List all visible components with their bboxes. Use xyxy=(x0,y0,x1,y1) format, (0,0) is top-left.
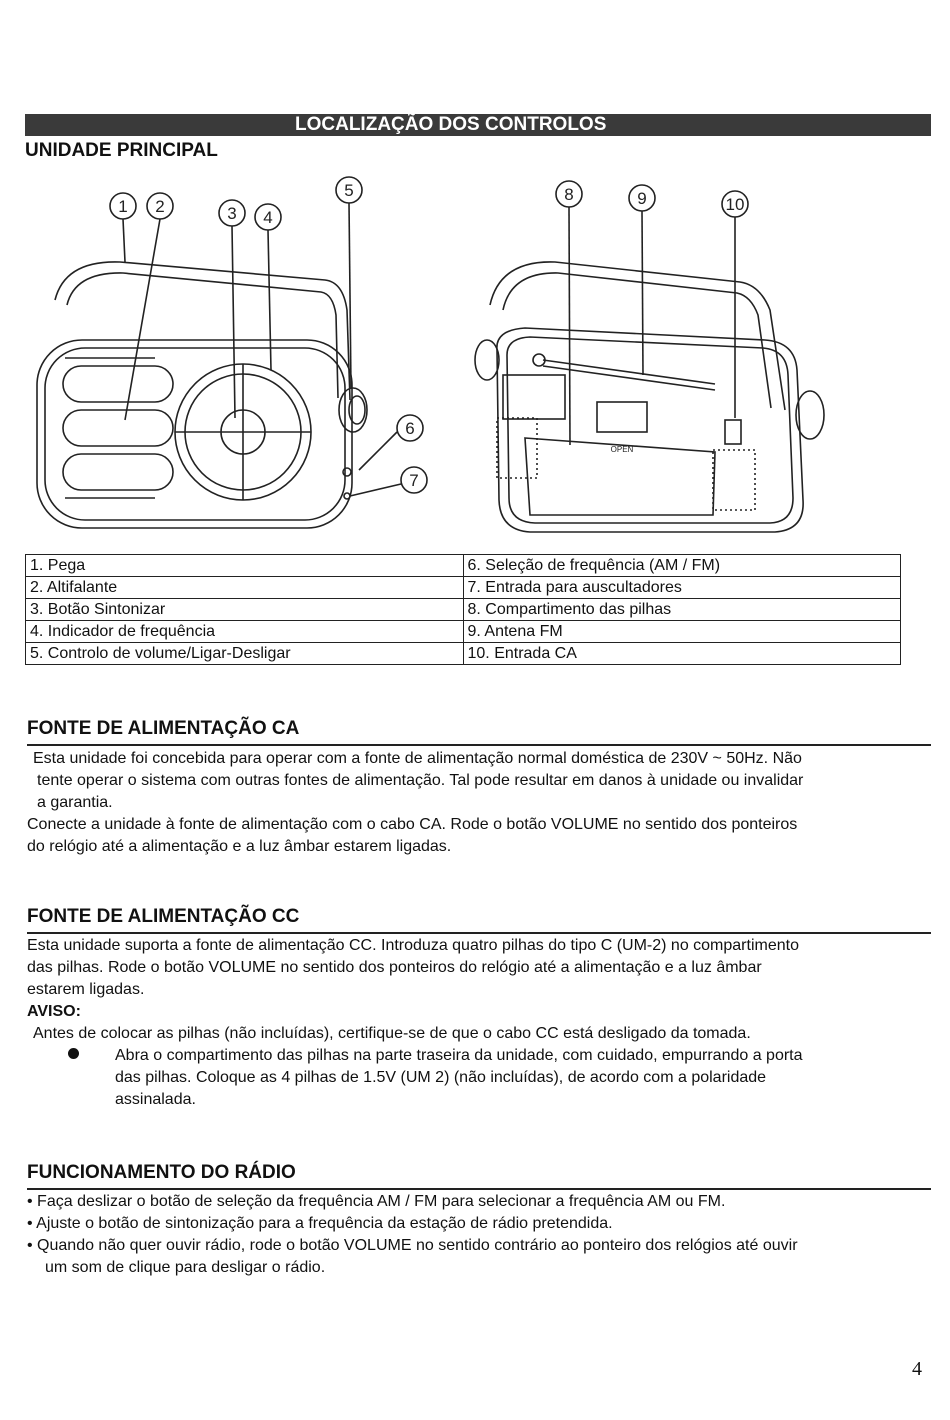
ac-paragraph-line: Esta unidade foi concebida para operar com a fonte de alimentação normal doméstica de 230V ~ 50Hz. Não xyxy=(33,750,802,767)
table-cell: 1. Pega xyxy=(26,555,464,577)
dc-paragraph-line: das pilhas. Rode o botão VOLUME no sentido dos ponteiros do relógio até a alimentação e a luz âmbar xyxy=(27,959,762,976)
parts-table xyxy=(25,554,901,665)
table-cell: 3. Botão Sintonizar xyxy=(26,599,464,621)
table-row xyxy=(26,577,901,599)
ac-paragraph-line: tente operar o sistema com outras fontes de alimentação. Tal pode resultar em danos à unidade ou invalidar xyxy=(37,772,804,789)
bullet-dot-icon xyxy=(68,1048,79,1059)
back-callouts xyxy=(556,181,748,445)
callout-6: 6 xyxy=(405,419,415,438)
table-cell: 10. Entrada CA xyxy=(463,643,901,665)
radio-bullet-continued: um som de clique para desligar o rádio. xyxy=(45,1259,326,1276)
radio-diagram xyxy=(25,170,931,545)
callout-7: 7 xyxy=(409,471,419,490)
dc-paragraph-line: Esta unidade suporta a fonte de alimentação CC. Introduza quatro pilhas do tipo C (UM-2) no compartimento xyxy=(27,937,799,954)
callout-1: 1 xyxy=(118,197,128,216)
table-row xyxy=(26,555,901,577)
ac-paragraph-line: Conecte a unidade à fonte de alimentação com o cabo CA. Rode o botão VOLUME no sentido dos ponteiros xyxy=(27,816,798,833)
callout-10: 10 xyxy=(725,195,745,214)
dc-power-heading: FONTE DE ALIMENTAÇÃO CC xyxy=(27,906,300,927)
table-cell: 9. Antena FM xyxy=(463,621,901,643)
radio-text xyxy=(27,1191,931,1279)
table-cell: 6. Seleção de frequência (AM / FM) xyxy=(463,555,901,577)
front-view xyxy=(37,177,427,528)
table-row xyxy=(26,643,901,665)
callout-5: 5 xyxy=(344,181,354,200)
bullet-line: Abra o compartimento das pilhas na parte traseira da unidade, com cuidado, empurrando a porta xyxy=(115,1047,803,1064)
radio-operation-heading: FUNCIONAMENTO DO RÁDIO xyxy=(27,1162,296,1183)
table-cell: 7. Entrada para auscultadores xyxy=(463,577,901,599)
dc-paragraph-line: estarem ligadas. xyxy=(27,981,145,998)
callout-2: 2 xyxy=(155,197,165,216)
ac-divider xyxy=(27,744,931,746)
table-cell: 4. Indicador de frequência xyxy=(26,621,464,643)
dc-divider xyxy=(27,932,931,934)
ac-power-heading: FONTE DE ALIMENTAÇÃO CA xyxy=(27,718,300,739)
main-unit-heading: UNIDADE PRINCIPAL xyxy=(25,140,218,161)
radio-bullet: • Quando não quer ouvir rádio, rode o botão VOLUME no sentido contrário ao ponteiro dos relógios até ouvir xyxy=(27,1237,798,1254)
callout-4: 4 xyxy=(263,208,273,227)
table-row xyxy=(26,621,901,643)
table-cell: 8. Compartimento das pilhas xyxy=(463,599,901,621)
radio-divider xyxy=(27,1188,931,1190)
back-view xyxy=(475,181,824,532)
open-label: OPEN xyxy=(610,445,634,454)
page-title: LOCALIZAÇÃO DOS CONTROLOS xyxy=(295,114,607,135)
section-title-bar xyxy=(25,114,931,136)
radio-bullet: • Faça deslizar o botão de seleção da frequência AM / FM para selecionar a frequência AM ou FM. xyxy=(27,1193,726,1210)
radio-bullet: • Ajuste o botão de sintonização para a frequência da estação de rádio pretendida. xyxy=(27,1215,613,1232)
callout-8: 8 xyxy=(564,185,574,204)
warning-label: AVISO: xyxy=(27,1003,81,1020)
ac-paragraph-line: a garantia. xyxy=(37,794,113,811)
bullet-line: das pilhas. Coloque as 4 pilhas de 1.5V (UM 2) (não incluídas), de acordo com a polaridade xyxy=(115,1069,767,1086)
table-row xyxy=(26,599,901,621)
table-cell: 2. Altifalante xyxy=(26,577,464,599)
ac-text xyxy=(27,748,931,858)
table-cell: 5. Controlo de volume/Ligar-Desligar xyxy=(26,643,464,665)
ac-paragraph-line: do relógio até a alimentação e a luz âmbar estarem ligadas. xyxy=(27,838,452,855)
callout-9: 9 xyxy=(637,189,647,208)
page-number: 4 xyxy=(912,1358,922,1380)
bullet-line: assinalada. xyxy=(115,1091,196,1108)
warning-text: Antes de colocar as pilhas (não incluídas), certifique-se de que o cabo CC está desligado da tomada. xyxy=(33,1025,751,1042)
callout-3: 3 xyxy=(227,204,237,223)
dc-text xyxy=(27,935,931,1111)
